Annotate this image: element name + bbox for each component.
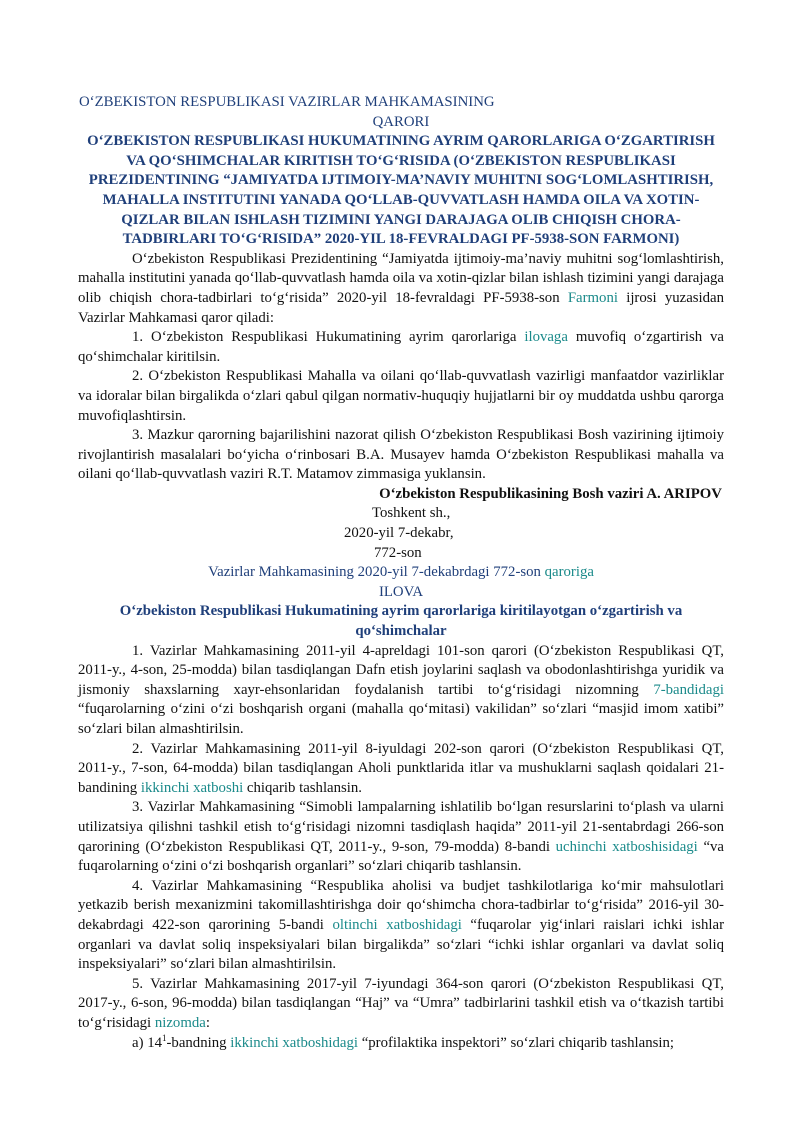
annex-item-3-text-end: “va fuqarolarning o‘zini o‘zi boshqarish organlari” so‘zlari chiqarib tashlansin.: [78, 838, 724, 875]
annex-item-5a: [78, 1034, 724, 1054]
decree-title: O‘ZBEKISTON RESPUBLIKASI HUKUMATINING AYRIM QARORLARIGA O‘ZGARTIRISH VA QO‘SHIMCHALAR KIRITISH TO‘G‘RISIDA (O‘ZBEKISTON RESPUBLIKASI PREZIDENTINING “JAMIYATDA IJTIMOIY-MA’NAVIY MUHITNI SOG‘LOMLASHTIRISH, MAHALLA INSTITUTINI YANADA QO‘LLAB-QUVVATLASH HAMDA OILA VA XOTIN-QIZLAR BILAN ISHLASH TIZIMINI YANGI DARAJAGA OLIB CHIQISH CHORA-TADBIRLARI TO‘G‘RISIDA” 2020-YIL 18-FEVRALDAGI PF-5938-SON FARMONI): [87, 133, 715, 248]
annex-item-4-text-end: “fuqarolar yig‘inlari raislari ichki ishlar organlari va davlat soliq inspeksiyalari bilan birgalikda” so‘zlari “ichki ishlar organlari va davlat soliq inspeksiyalari” so‘zlari bilan almashtirilsin.: [78, 916, 724, 973]
signature-date: 2020-yil 7-dekabr,: [344, 525, 454, 542]
header-line-2: QARORI: [372, 113, 430, 130]
point-3: 3. Mazkur qarorning bajarilishini nazorat qilish O‘zbekiston Respublikasi Bosh vazirining ijtimoiy rivojlantirish masalalari bo‘yicha o‘rinbosari B.A. Musayev hamda O‘zbekiston Respublikasi mahalla va oilani qo‘llab-quvvatlash vaziri R.T. Matamov zimmasiga yuklansin.: [78, 427, 724, 483]
oltinchi-xatboshidagi-link[interactable]: oltinchi xatboshidagi: [332, 916, 462, 933]
superscript: 1: [162, 1032, 167, 1043]
annex-item-5-text: 5. Vazirlar Mahkamasining 2017-yil 7-iyundagi 364-son qarori (O‘zbekiston Respublikasi QT, 2017-y., 6-son, 96-modda) bilan tasdiqlangan “Haj” va “Umra” tadbirlarini tashkil etish va o‘tkazish tartibi to‘g‘risidagi: [78, 975, 724, 1031]
annex-title: O‘zbekiston Respublikasi Hukumatining ayrim qarorlariga kiritilayotgan o‘zgartirish va qo‘shimchalar: [119, 603, 683, 640]
annex-item-2: [78, 740, 724, 799]
annex-item-4: [78, 877, 724, 975]
annex-item-1-text-end: “fuqarolarning o‘zini o‘zi boshqarish organi (mahalla qo‘mitasi) vakilidan” so‘zlari “masjid imom xatibi” so‘zlari bilan almashtirilsin.: [78, 701, 724, 737]
annex-item-5a-mid: -bandning: [166, 1034, 231, 1051]
annex-item-2-text: 2. Vazirlar Mahkamasining 2011-yil 8-iyuldagi 202-son qarori (O‘zbekiston Respublikasi QT, 2011-y., 7-son, 64-modda) bilan tasdiqlangan Aholi punktlarida itlar va mushuklarni saqlash qoidalari 21-bandining: [78, 740, 724, 796]
preamble-text: O‘zbekiston Respublikasi Prezidentining “Jamiyatda ijtimoiy-ma’naviy muhitni sog‘lomlashtirish, mahalla institutini yanada qo‘llab-quvvatlash hamda oila va xotin-qizlar bilan ishlash tizimini yangi darajaga olib chiqish chora-tadbirlari to‘g‘risida” 2020-yil 18-fevraldagi PF-5938-son: [78, 250, 724, 306]
point-1-text: 1. O‘zbekiston Respublikasi Hukumatining ayrim qarorlariga: [132, 329, 525, 346]
annex-reference-text: Vazirlar Mahkamasining 2020-yil 7-dekabrdagi 772-son: [208, 564, 545, 581]
point-2: 2. O‘zbekiston Respublikasi Mahalla va oilani qo‘llab-quvvatlash vazirligi manfaatdor vazirliklar va idoralar bilan birgalikda o‘zlari qabul qilgan normativ-huquqiy hujjatlarni bir oy muddatda ushbu qarorga muvofiqlashtirsin.: [78, 368, 724, 424]
nizomda-link[interactable]: nizomda: [154, 1014, 206, 1031]
annex-item-1: [78, 642, 724, 740]
farmoni-link[interactable]: Farmoni: [567, 289, 618, 306]
annex-item-5: [78, 975, 724, 1034]
preamble: [78, 250, 724, 328]
preamble-text-end: ijrosi yuzasidan Vazirlar Mahkamasi qaror qiladi:: [78, 289, 725, 326]
annex-reference: [78, 563, 724, 583]
ikkinchi-xatboshi-link[interactable]: ikkinchi xatboshi: [140, 779, 244, 796]
header-line-1: O‘ZBEKISTON RESPUBLIKASI VAZIRLAR MAHKAMASINING: [79, 94, 495, 110]
signature-place: Toshkent sh.,: [372, 505, 451, 522]
ilovaga-link[interactable]: ilovaga: [524, 329, 568, 346]
point-1: [78, 328, 724, 367]
uchinchi-xatboshisidagi-link[interactable]: uchinchi xatboshisidagi: [555, 838, 698, 855]
annex-item-4-text: 4. Vazirlar Mahkamasining “Respublika aholisi va budjet tashkilotlariga ko‘mir mahsulotlari yetkazib berish mexanizmini takomillashtirishga doir qo‘shimcha chora-tadbirlar to‘g‘risida” 2016-yil 30-dekabrdagi 422-son qarorining 5-bandi: [78, 877, 724, 933]
annex-item-3: [78, 798, 724, 876]
annex-item-5-text-end: :: [205, 1014, 210, 1031]
signature-name: O‘zbekiston Respublikasining Bosh vaziri A. ARIPOV: [379, 485, 722, 502]
annex-item-2-text-end: chiqarib tashlansin.: [243, 779, 362, 796]
ikkinchi-xatboshidagi-link[interactable]: ikkinchi xatboshidagi: [230, 1034, 359, 1051]
annex-item-3-text: 3. Vazirlar Mahkamasining “Simobli lampalarning ishlatilib bo‘lgan resurslarini to‘plash va ularni utilizatsiya qilishni tashkil etish to‘g‘risidagi nizomni tasdiqlash haqida” 2011-yil 21-sentabrdagi 266-son qarorining (O‘zbekiston Respublikasi QT, 2011-y., 9-son, 79-modda) 8-bandi: [78, 799, 724, 855]
annex-label: ILOVA: [378, 583, 424, 600]
annex-item-5a-text: a) 14: [132, 1034, 162, 1051]
annex-item-1-text: 1. Vazirlar Mahkamasining 2011-yil 4-apreldagi 101-son qarori (O‘zbekiston Respublikasi QT, 2011-y., 4-son, 25-modda) bilan tasdiqlangan Dafn etish joylarini saqlash va obodonlashtirishga yuridik va jismoniy shaxslarning xayr-ehsonlaridan foydalanish tartibi to‘g‘risidagi nizomning: [78, 642, 724, 698]
qaroriga-link[interactable]: qaroriga: [544, 564, 594, 581]
document-page: [78, 93, 724, 1053]
signature-number: 772-son: [374, 544, 422, 561]
annex-item-5a-text-end: “profilaktika inspektori” so‘zlari chiqarib tashlansin;: [358, 1034, 674, 1051]
bandidagi-7-link[interactable]: 7-bandidagi: [653, 681, 724, 698]
point-1-text-end: muvofiq o‘zgartirish va qo‘shimchalar kiritilsin.: [78, 329, 724, 365]
